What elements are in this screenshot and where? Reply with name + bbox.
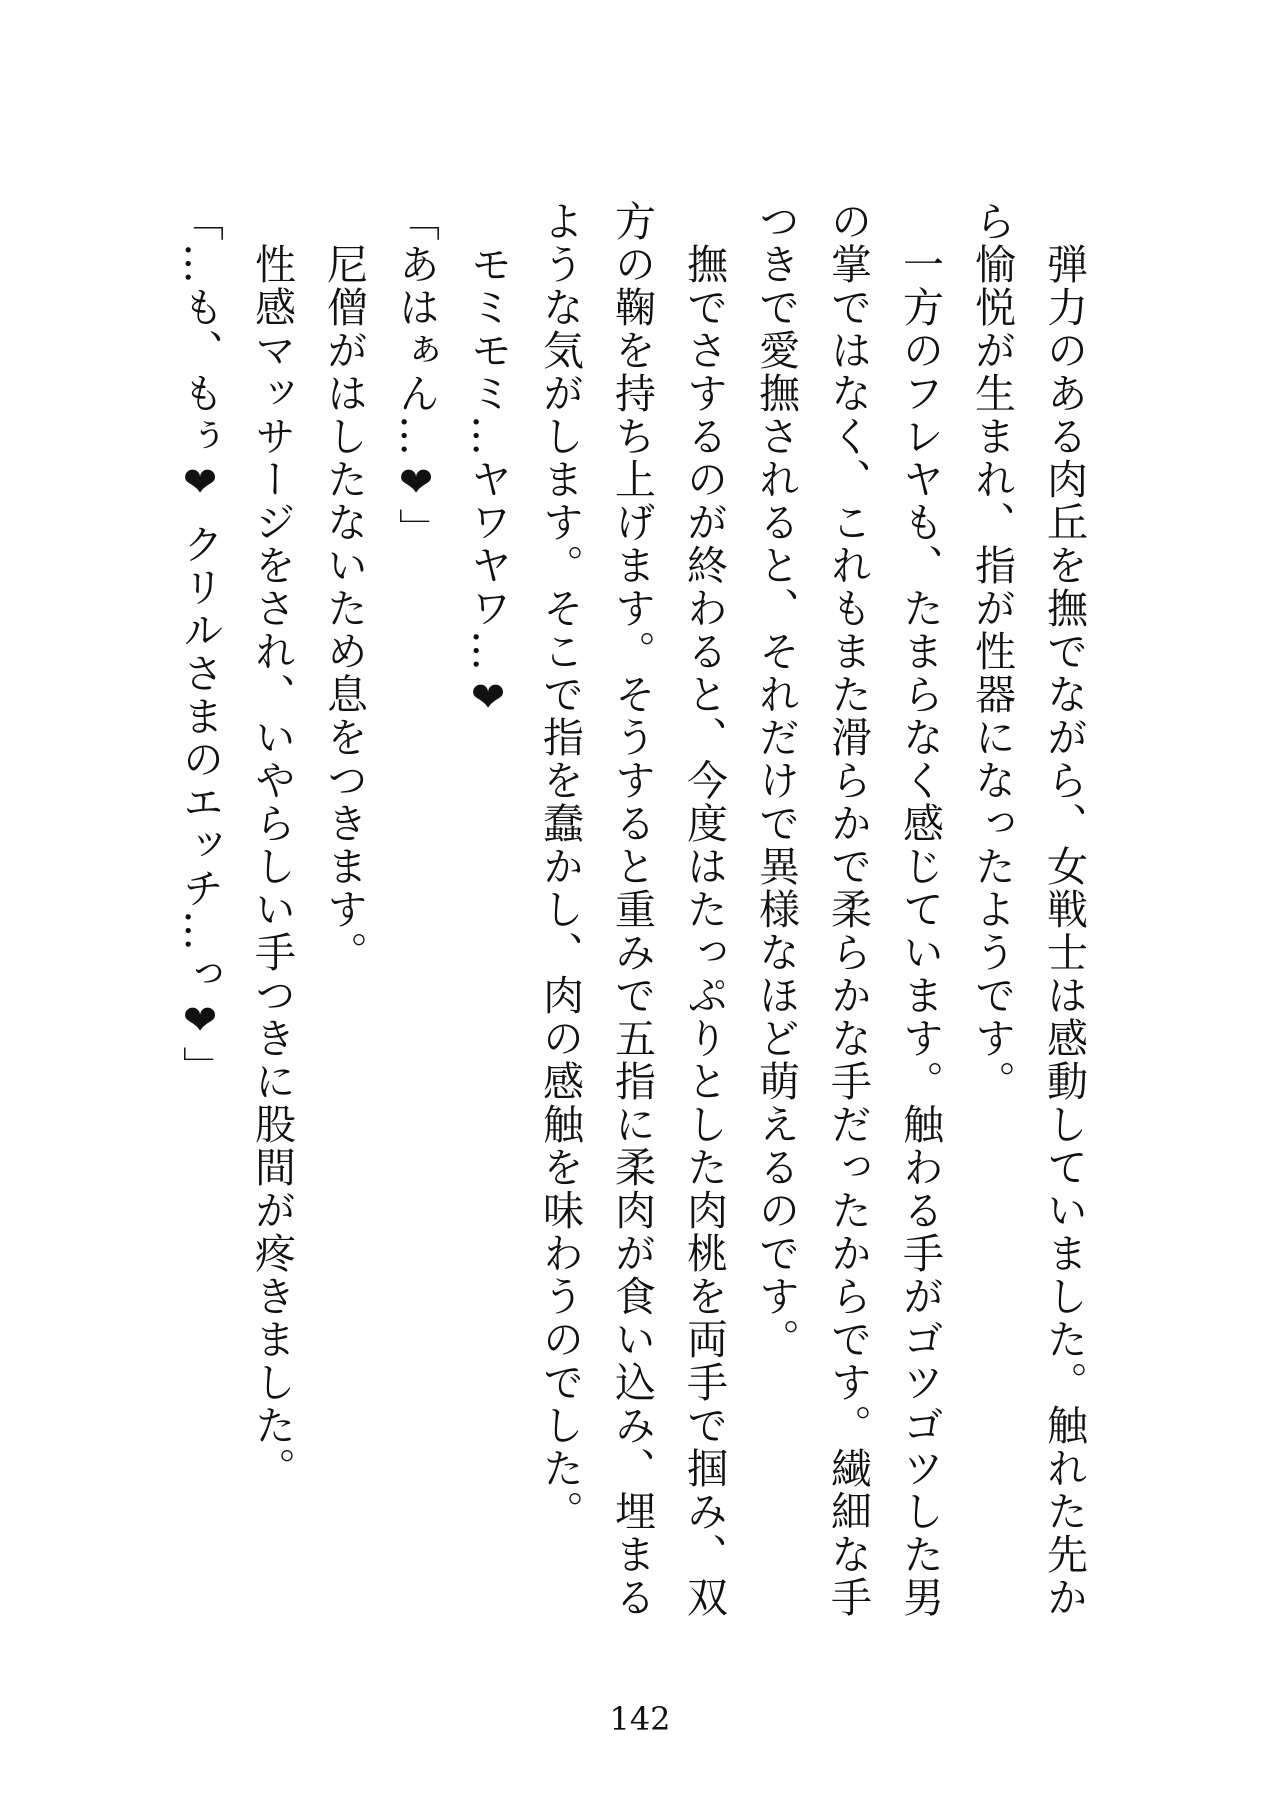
paragraph-6: 尼僧がはしたないため息をつきます。 (320, 200, 368, 974)
vertical-text-body (164, 200, 1100, 1660)
paragraph-7: 性感マッサージをされ、いやらしい手つきに股間が疼きました。 (248, 200, 296, 1490)
paragraph-5: 「あはぁん…❤」 (392, 200, 440, 551)
paragraph-2: 一方のフレヤも、たまらなく感じています。触わる手がゴツゴツした男の掌ではなく、これもまた滑らかで柔らかな手だったからです。繊細な手つきで愛撫されると、それだけで異様なほど萌えるのです。 (752, 200, 944, 1619)
paragraph-8: 「…も、もぅ❤ クリルさまのエッチ…っ❤」 (176, 200, 224, 1090)
page-number: 142 (609, 1700, 671, 1738)
paragraph-3: 撫でさするのが終わると、今度はたっぷりとした肉桃を両手で掴み、双方の鞠を持ち上げます。そうすると重みで五指に柔肉が食い込み、埋まるような気がします。そこで指を蠢かし、肉の感触を味わうのでした。 (536, 200, 728, 1619)
paragraph-4: モミモミ…ヤワヤワ…❤ (464, 200, 512, 723)
paragraph-1: 弾力のある肉丘を撫でながら、女戦士は感動していました。触れた先から愉悦が生まれ、指が性器になったようです。 (968, 200, 1088, 1619)
